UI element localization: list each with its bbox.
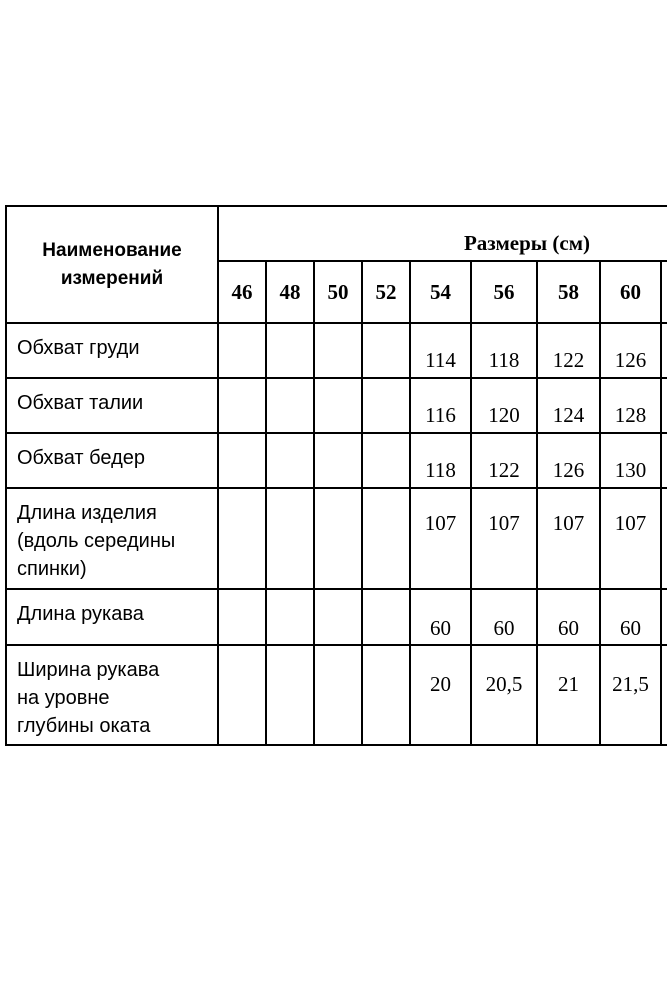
value-text: 20 <box>430 672 451 696</box>
size-header-cell: 52 <box>362 261 410 323</box>
size-header-cell-extra <box>661 261 667 323</box>
value-cell <box>471 589 537 645</box>
row-label: Длина рукава <box>6 589 218 645</box>
value-text: 107 <box>552 511 585 535</box>
value-cell <box>266 433 314 488</box>
sizes-header <box>218 206 667 261</box>
value-cell <box>410 378 471 433</box>
value-text <box>267 379 313 403</box>
value-cell <box>314 378 362 433</box>
value-text: 60 <box>558 616 579 640</box>
value-cell <box>410 589 471 645</box>
value-cell <box>471 645 537 745</box>
value-cell <box>314 589 362 645</box>
row-label: Обхват груди <box>6 323 218 378</box>
value-cell <box>600 589 661 645</box>
value-cell <box>600 645 661 745</box>
value-cell <box>537 645 600 745</box>
value-text <box>315 590 361 616</box>
value-cell <box>410 645 471 745</box>
value-text <box>363 434 409 458</box>
value-text: 116 <box>425 403 456 427</box>
value-text <box>363 489 409 511</box>
value-text: 120 <box>488 403 520 427</box>
value-text <box>219 379 265 403</box>
value-cell-extra <box>661 433 667 488</box>
value-cell-extra <box>661 323 667 378</box>
value-cell <box>218 378 266 433</box>
size-header-cell: 50 <box>314 261 362 323</box>
value-cell <box>314 433 362 488</box>
value-cell <box>471 488 537 589</box>
row-label: Обхват бедер <box>6 433 218 488</box>
value-cell <box>314 323 362 378</box>
value-cell <box>266 323 314 378</box>
size-header-cell: 60 <box>600 261 661 323</box>
value-cell <box>218 589 266 645</box>
value-cell <box>537 589 600 645</box>
value-cell <box>600 323 661 378</box>
value-cell <box>362 589 410 645</box>
value-text: 128 <box>614 403 647 427</box>
size-chart-table <box>5 205 667 746</box>
value-text: 130 <box>614 458 647 482</box>
value-text: 126 <box>614 348 647 372</box>
value-text <box>219 590 265 616</box>
size-header-cell: 58 <box>537 261 600 323</box>
row-label: Длина изделия (вдоль середины спинки) <box>6 488 218 589</box>
value-text <box>363 646 409 672</box>
value-text <box>267 646 313 672</box>
value-text: 122 <box>552 348 585 372</box>
value-cell <box>410 323 471 378</box>
value-text <box>315 489 361 511</box>
value-cell-extra <box>661 378 667 433</box>
value-text <box>315 434 361 458</box>
value-text: 124 <box>552 403 585 427</box>
measurement-name-header-text: Наименование измерений <box>42 239 182 289</box>
value-cell <box>266 378 314 433</box>
row-label: Обхват талии <box>6 378 218 433</box>
value-text <box>267 489 313 511</box>
value-cell <box>537 378 600 433</box>
value-text <box>363 379 409 403</box>
value-text: 118 <box>488 348 520 372</box>
value-text <box>267 324 313 348</box>
value-cell <box>410 488 471 589</box>
value-text <box>267 590 313 616</box>
value-cell <box>218 488 266 589</box>
value-text <box>315 379 361 403</box>
value-text: 122 <box>488 458 520 482</box>
value-text: 20,5 <box>485 672 523 696</box>
value-cell <box>314 488 362 589</box>
value-text: 21 <box>558 672 579 696</box>
value-cell <box>218 645 266 745</box>
value-text: 60 <box>430 616 451 640</box>
value-text <box>315 646 361 672</box>
value-text: 60 <box>620 616 641 640</box>
value-cell <box>537 488 600 589</box>
value-cell <box>362 323 410 378</box>
value-cell <box>471 433 537 488</box>
value-text: 126 <box>552 458 585 482</box>
value-text: 114 <box>425 348 456 372</box>
value-text <box>315 324 361 348</box>
value-cell <box>600 488 661 589</box>
value-text <box>267 434 313 458</box>
value-cell <box>600 433 661 488</box>
size-header-cell: 54 <box>410 261 471 323</box>
size-header-cell: 56 <box>471 261 537 323</box>
value-text <box>219 489 265 511</box>
value-cell <box>362 378 410 433</box>
sizes-header-text: Размеры (см) <box>463 231 591 255</box>
value-cell-extra <box>661 488 667 589</box>
value-cell-extra <box>661 645 667 745</box>
value-text: 107 <box>424 511 457 535</box>
value-cell <box>410 433 471 488</box>
value-cell <box>471 378 537 433</box>
value-text: 118 <box>425 458 456 482</box>
value-text: 107 <box>614 511 647 535</box>
value-text <box>219 324 265 348</box>
value-text <box>219 434 265 458</box>
value-cell-extra <box>661 589 667 645</box>
value-text <box>363 324 409 348</box>
value-cell <box>537 323 600 378</box>
value-cell <box>218 323 266 378</box>
value-text <box>219 646 265 672</box>
row-label: Ширина рукава на уровне глубины оката <box>6 645 218 745</box>
value-text: 21,5 <box>612 672 649 696</box>
value-cell <box>362 488 410 589</box>
size-header-cell: 48 <box>266 261 314 323</box>
value-cell <box>600 378 661 433</box>
value-cell <box>218 433 266 488</box>
value-text: 107 <box>488 511 520 535</box>
value-cell <box>266 488 314 589</box>
value-cell <box>537 433 600 488</box>
value-cell <box>266 645 314 745</box>
value-cell <box>362 433 410 488</box>
value-text <box>363 590 409 616</box>
value-cell <box>471 323 537 378</box>
value-cell <box>314 645 362 745</box>
value-cell <box>266 589 314 645</box>
value-cell <box>362 645 410 745</box>
measurement-name-header <box>6 206 218 323</box>
size-header-cell: 46 <box>218 261 266 323</box>
value-text: 60 <box>493 616 515 640</box>
